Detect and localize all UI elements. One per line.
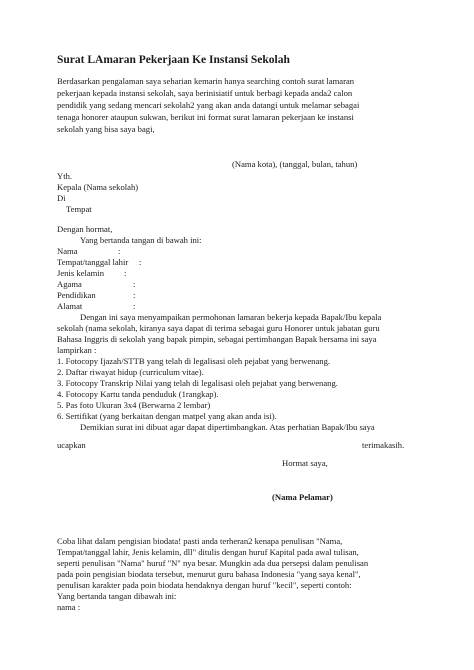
signer-name: (Nama Pelamar)	[272, 492, 333, 502]
field-label: Pendidikan	[57, 290, 96, 300]
attachment-item: 6. Sertifikat (yang berkaitan dengan matpel yang akan anda isi).	[57, 411, 277, 421]
field-separator: :	[118, 246, 121, 256]
note-line: seperti penulisan "Nama" huruf "N" nya besar. Mungkin ada dua persepsi dalam penulisan	[57, 558, 369, 568]
intro-line: sekolah yang bisa saya bagi,	[57, 124, 155, 134]
document-title: Surat LAmaran Pekerjaan Ke Instansi Sekolah	[57, 54, 290, 66]
field-separator: :	[133, 301, 136, 311]
attachment-item: 3. Fotocopy Transkrip Nilai yang telah di legalisasi oleh pejabat yang berwenang.	[57, 378, 338, 388]
note-line: Yang bertanda tangan dibawah ini:	[57, 591, 177, 601]
field-label: Alamat	[57, 301, 83, 311]
attachment-item: 4. Fotocopy Kartu tanda penduduk (1rangkap).	[57, 389, 219, 399]
body-line: sekolah (nama sekolah, kiranya saya dapat di terima sebagai guru Honorer untuk jabatan guru	[57, 323, 380, 333]
greeting: Dengan hormat,	[57, 224, 113, 234]
intro-line: tenaga honorer ataupun sukwan, berikut ini format surat lamaran pekerjaan ke instansi	[57, 112, 354, 122]
recipient-line: Kepala (Nama sekolah)	[57, 182, 139, 192]
field-label: Agama	[57, 279, 82, 289]
body-line: lampirkan :	[57, 345, 97, 355]
place-date: (Nama kota), (tanggal, bulan, tahun)	[232, 159, 358, 169]
intro-line: pekerjaan kepada instansi sekolah, saya berinisiatif untuk berbagi kepada anda2 calon	[57, 88, 353, 98]
field-separator: :	[133, 279, 136, 289]
closing-line: Demikian surat ini dibuat agar dapat dipertimbangkan. Atas perhatian Bapak/Ibu saya	[80, 422, 375, 432]
note-line: Tempat/tanggal lahir, Jenis kelamin, dll" ditulis dengan huruf Kapital pada awal tulisan,	[57, 547, 359, 557]
field-label: Jenis kelamin	[57, 268, 105, 278]
field-label: Tempat/tanggal lahir	[57, 257, 129, 267]
note-line: penulisan karakter pada poin biodata hendaknya dengan huruf "kecil", seperti contoh:	[57, 580, 352, 590]
note-line: pada poin pengisian biodata tersebut, menurut guru bahasa Indonesia "yang saya kenal",	[57, 569, 361, 579]
attachment-item: 2. Daftar riwayat hidup (curriculum vitae).	[57, 367, 204, 377]
undersigned-line: Yang bertanda tangan di bawah ini:	[80, 235, 202, 245]
recipient-line: Di	[57, 193, 66, 203]
recipient-line: Tempat	[66, 204, 92, 214]
attachment-item: 1. Fotocopy Ijazah/STTB yang telah di legalisasi oleh pejabat yang berwenang.	[57, 356, 331, 366]
field-separator: :	[133, 290, 136, 300]
body-line: Bahasa Inggris di sekolah yang bapak pimpin, sebagai pertimbangan Bapak bersama ini saya	[57, 334, 377, 344]
field-separator: :	[139, 257, 142, 267]
intro-line: pendidik yang sedang mencari sekolah2 yang akan anda datangi untuk melamar sebagai	[57, 100, 360, 110]
note-line: Coba lihat dalam pengisian biodata! pasti anda terheran2 kenapa penulisan "Nama,	[57, 536, 343, 546]
attachment-item: 5. Pas foto Ukuran 3x4 (Berwarna 2 lembar)	[57, 400, 211, 410]
field-label: Nama	[57, 246, 78, 256]
field-separator: :	[124, 268, 127, 278]
intro-line: Berdasarkan pengalaman saya seharian kemarin hanya searching contoh surat lamaran	[57, 76, 355, 86]
body-line: Dengan ini saya menyampaikan permohonan lamaran bekerja kepada Bapak/Ibu kepala	[80, 312, 382, 322]
closing-ucapkan: ucapkan	[57, 440, 86, 450]
note-line: nama :	[57, 602, 81, 612]
closing-terimakasih: terimakasih.	[362, 440, 405, 450]
recipient-line: Yth.	[57, 171, 73, 181]
regards: Hormat saya,	[282, 458, 328, 468]
